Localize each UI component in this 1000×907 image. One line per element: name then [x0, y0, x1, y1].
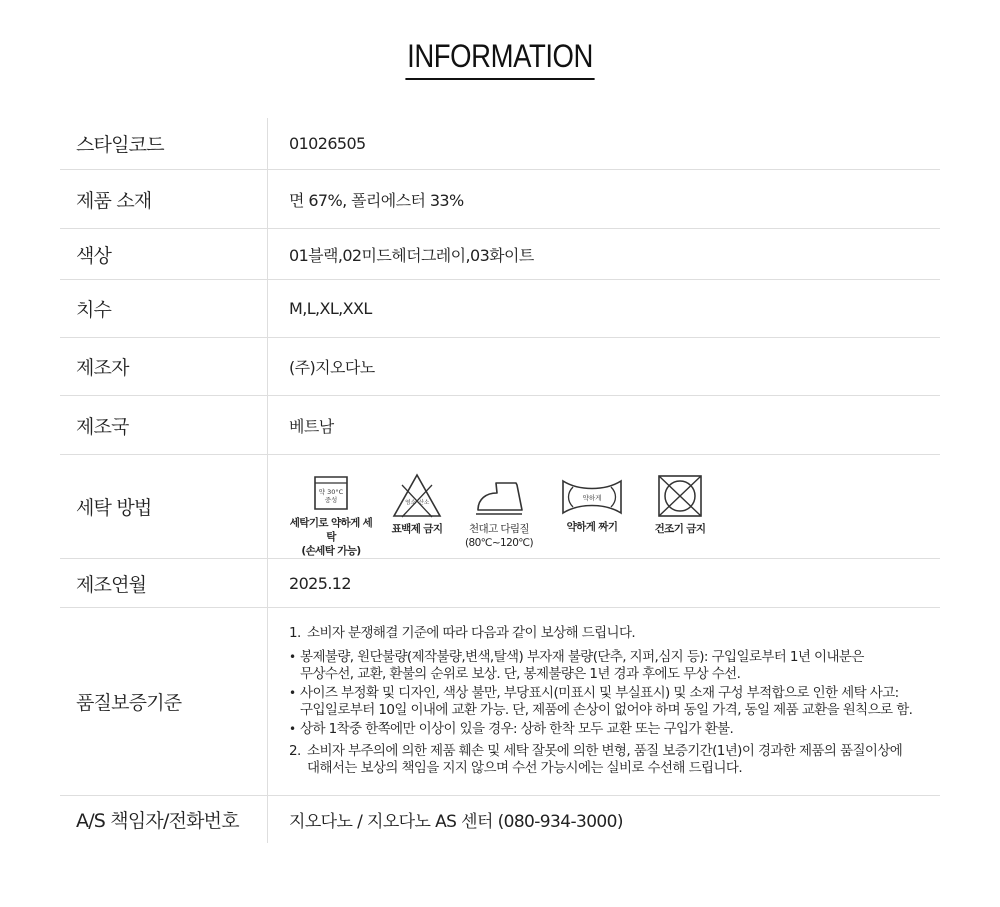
wash-icons	[268, 455, 715, 558]
wash-item-machine	[289, 473, 373, 558]
quality-bullet-1	[289, 649, 940, 683]
quality-bullet-3-dot: •	[289, 722, 296, 736]
wash-caption-4	[567, 520, 618, 534]
machine-wash-30-gentle-icon	[312, 473, 350, 513]
row-as	[60, 796, 940, 843]
as-value: 지오다노 / 지오다노 AS 센터 (080-934-3000)	[289, 812, 623, 832]
no-bleach-icon	[392, 473, 442, 519]
row-style-code	[60, 118, 940, 170]
wash-caption-4-line1: 약하게 짜기	[566, 521, 618, 533]
quality-bullet-2	[289, 685, 940, 719]
row-color	[60, 229, 940, 280]
row-size	[60, 280, 940, 338]
quality-item-2	[289, 743, 940, 777]
quality-item-2-text: 소비자 부주의에 의한 제품 훼손 및 세탁 잘못에 의한 변형, 품질 보증기간(1년)이 경과한 제품의 품질이상에 대해서는 보상의 책임을 지지 않으며 수선 가능시에는 실비로 수선해 드립니다.	[307, 743, 903, 776]
row-date	[60, 559, 940, 608]
wash-caption-1-line1: 세탁기로 약하게 세탁	[289, 517, 373, 543]
wash-caption-5-line1: 건조기 금지	[654, 523, 706, 535]
quality-item-1-text: 소비자 분쟁해결 기준에 따라 다음과 같이 보상해 드립니다.	[307, 625, 636, 641]
quality-item-1-num: 1.	[289, 625, 301, 641]
info-table	[60, 118, 940, 843]
wash-item-bleach	[387, 473, 447, 536]
wring-gently-text: 약하게	[582, 494, 602, 502]
as-label: A/S 책임자/전화번호	[60, 796, 268, 843]
row-maker	[60, 338, 940, 396]
row-country	[60, 396, 940, 455]
wring-gently-icon	[561, 473, 623, 517]
wash-item-iron	[461, 473, 537, 550]
date-label: 제조연월	[60, 559, 268, 607]
wash-caption-1-line2: (손세탁 가능)	[301, 545, 361, 557]
country-label: 제조국	[60, 396, 268, 454]
quality-bullet-2-text: 사이즈 부정확 및 디자인, 색상 불만, 부당표시(미표시 및 부실표시) 및 소재 구성 부적합으로 인한 세탁 사고: 구입일로부터 10일 이내에 교환 가능. 단, 제품에 손상이 없어야 하며 동일 가격, 동일 제품 교환을 원칙으로 함.	[300, 685, 913, 718]
style-code-value: 01026505	[289, 134, 366, 153]
quality-bullet-2-dot: •	[289, 686, 296, 700]
row-material	[60, 170, 940, 229]
page-title: INFORMATION	[405, 38, 594, 80]
wash-caption-1	[289, 516, 373, 558]
date-value: 2025.12	[289, 573, 351, 593]
row-quality	[60, 608, 940, 796]
wash-label: 세탁 방법	[60, 455, 268, 558]
wash-caption-3-line1: 천대고 다림질	[468, 523, 529, 535]
quality-label: 품질보증기준	[60, 608, 268, 795]
no-bleach-chlorine-text: 염소	[405, 500, 416, 506]
page-title-wrap	[0, 38, 1000, 80]
machine-wash-temp-text: 약 30°C	[318, 488, 344, 496]
color-label: 색상	[60, 229, 268, 279]
maker-label: 제조자	[60, 338, 268, 395]
wash-caption-5	[655, 522, 706, 536]
quality-item-2-num: 2.	[289, 743, 301, 759]
no-tumble-dry-icon	[656, 473, 704, 519]
quality-bullet-1-dot: •	[289, 650, 296, 664]
color-value: 01블랙,02미드헤더그레이,03화이트	[289, 245, 534, 265]
wash-caption-3-line2: (80℃~120℃)	[465, 537, 533, 549]
country-value: 베트남	[289, 416, 334, 436]
quality-bullet-1-text: 봉제불량, 원단불량(제작불량,변색,탈색) 부자재 불량(단추, 지퍼,심지 등): 구입일로부터 1년 이내분은 무상수선, 교환, 환불의 순위로 보상. 단, 봉제불량은 1년 경과 후에도 무상 수선.	[300, 649, 864, 682]
quality-bullets	[289, 649, 940, 738]
maker-value: (주)지오다노	[289, 358, 375, 377]
no-bleach-oxygen-text: 산소	[418, 500, 430, 506]
row-wash	[60, 455, 940, 559]
quality-item-1	[289, 625, 940, 642]
wash-item-wring	[557, 473, 627, 534]
quality-bullet-3	[289, 721, 940, 738]
style-code-label: 스타일코드	[60, 118, 268, 169]
quality-bullet-3-text: 상하 1착중 한쪽에만 이상이 있을 경우: 상하 한착 모두 교환 또는 구입가 환불.	[300, 721, 734, 737]
iron-cloth-icon	[474, 473, 524, 519]
wash-caption-2-line1: 표백제 금지	[391, 523, 443, 535]
wash-item-dryer	[645, 473, 715, 536]
wash-caption-2	[392, 522, 443, 536]
size-label: 치수	[60, 280, 268, 337]
material-value: 면 67%, 폴리에스터 33%	[289, 190, 464, 210]
quality-text	[268, 608, 940, 795]
wash-caption-3	[465, 522, 533, 550]
machine-wash-detergent-text: 중성	[324, 496, 338, 504]
material-label: 제품 소재	[60, 170, 268, 228]
size-value: M,L,XL,XXL	[289, 299, 372, 318]
